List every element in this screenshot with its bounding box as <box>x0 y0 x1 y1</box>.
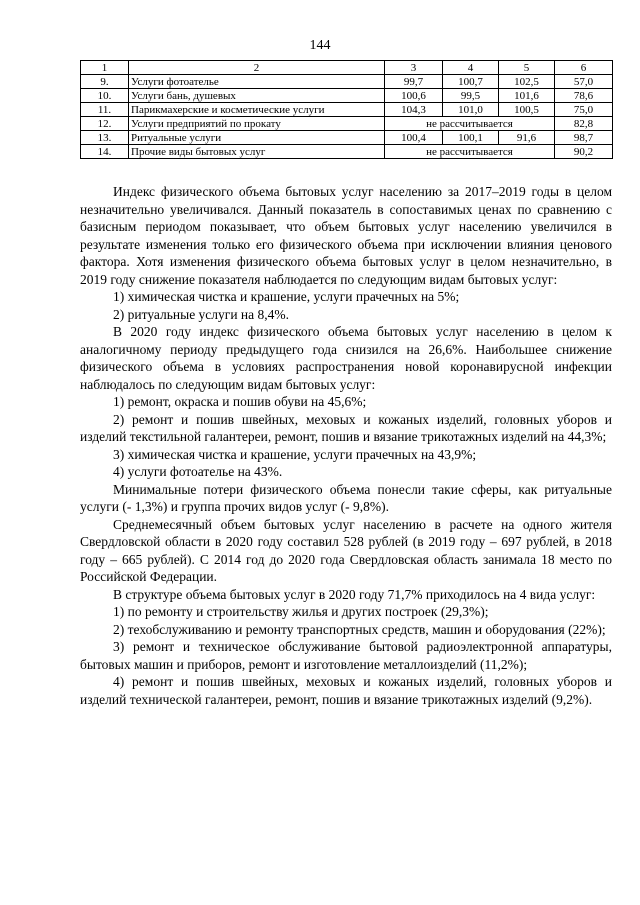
paragraph: Среднемесячный объем бытовых услуг населению в расчете на одного жителя Свердловской области в 2020 году составил 528 рублей (в 2019 году – 697 рублей, в 2018 году – 665 рублей). С 2014 год до 2020 года Свердловская область занимала 18 место по Российской Федерации. <box>80 516 612 584</box>
table-row <box>81 145 613 159</box>
paragraph: Индекс физического объема бытовых услуг населению за 2017–2019 годы в целом незначительно увеличивался. Данный показатель в сопоставимых ценах по сравнению с базисным периодом показывает, что объем бытовых услуг населению увеличился в результате изменения только его физического объема при исключении влияния ценового фактора. Хотя изменения физического объема бытовых услуг в целом незначительно, в 2019 году снижение показателя наблюдается по следующим видам бытовых услуг: <box>80 184 612 287</box>
body-text <box>80 183 612 708</box>
value-col3: 104,3 <box>385 103 443 117</box>
value-col3: 100,4 <box>385 131 443 145</box>
value-col5: 100,5 <box>499 103 555 117</box>
row-number: 11. <box>81 103 129 117</box>
value-col5: 91,6 <box>499 131 555 145</box>
paragraph: 2) техобслуживанию и ремонту транспортных средств, машин и оборудования (22%); <box>113 621 606 637</box>
row-number: 9. <box>81 75 129 89</box>
value-col5: 101,6 <box>499 89 555 103</box>
page-number: 144 <box>309 38 331 53</box>
not-calculated-note: не рассчитывается <box>385 145 555 159</box>
value-col6: 78,6 <box>555 89 613 103</box>
paragraph: Минимальные потери физического объема понесли такие сферы, как ритуальные услуги (- 1,3%) и группа прочих видов услуг (- 9,8%). <box>80 481 612 514</box>
table-row <box>81 131 613 145</box>
service-name: Услуги фотоателье <box>129 75 385 89</box>
service-name: Парикмахерские и косметические услуги <box>129 103 385 117</box>
paragraph: 1) ремонт, окраска и пошив обуви на 45,6%; <box>113 394 367 409</box>
row-number: 14. <box>81 145 129 159</box>
value-col4: 101,0 <box>443 103 499 117</box>
paragraph: В структуре объема бытовых услуг в 2020 году 71,7% приходилось на 4 вида услуг: <box>113 586 596 602</box>
table-row <box>81 75 613 89</box>
value-col4: 100,7 <box>443 75 499 89</box>
table-row <box>81 117 613 131</box>
value-col6: 90,2 <box>555 145 613 159</box>
service-name: Ритуальные услуги <box>129 131 385 145</box>
value-col4: 99,5 <box>443 89 499 103</box>
header-cell: 4 <box>443 61 499 75</box>
table-row <box>81 103 613 117</box>
header-cell: 3 <box>385 61 443 75</box>
paragraph: 1) химическая чистка и крашение, услуги прачечных на 5%; <box>113 289 460 304</box>
value-col6: 98,7 <box>555 131 613 145</box>
paragraph: 3) ремонт и техническое обслуживание бытовой радиоэлектронной аппаратуры, бытовых машин и приборов, ремонт и изготовление металлоизделий (11,2%); <box>80 639 612 672</box>
value-col6: 57,0 <box>555 75 613 89</box>
paragraph: 1) по ремонту и строительству жилья и других построек (29,3%); <box>113 604 489 619</box>
row-number: 12. <box>81 117 129 131</box>
value-col4: 100,1 <box>443 131 499 145</box>
paragraph: В 2020 году индекс физического объема бытовых услуг населению в целом к аналогичному периоду предыдущего года снизился на 26,6%. Наибольшее снижение физического объема в условиях распространения новой коронавирусной инфекции наблюдалось по следующим видам бытовых услуг: <box>80 324 612 392</box>
service-name: Услуги предприятий по прокату <box>129 117 385 131</box>
table-row <box>81 89 613 103</box>
value-col3: 99,7 <box>385 75 443 89</box>
value-col5: 102,5 <box>499 75 555 89</box>
paragraph: 4) ремонт и пошив швейных, меховых и кожаных изделий, головных уборов и изделий технической галантереи, ремонт, пошив и вязание трикотажных изделий (9,2%). <box>80 674 612 707</box>
services-index-table <box>80 60 613 159</box>
value-col6: 75,0 <box>555 103 613 117</box>
row-number: 10. <box>81 89 129 103</box>
header-cell: 5 <box>499 61 555 75</box>
table-header-row <box>81 61 613 75</box>
header-cell: 2 <box>129 61 385 75</box>
row-number: 13. <box>81 131 129 145</box>
value-col3: 100,6 <box>385 89 443 103</box>
value-col6: 82,8 <box>555 117 613 131</box>
paragraph: 4) услуги фотоателье на 43%. <box>113 464 283 479</box>
paragraph: 2) ритуальные услуги на 8,4%. <box>113 306 290 322</box>
not-calculated-note: не рассчитывается <box>385 117 555 131</box>
paragraph: 2) ремонт и пошив швейных, меховых и кожаных изделий, головных уборов и изделий текстильной галантереи, ремонт, пошив и вязание трикотажных изделий на 44,3%; <box>80 411 612 444</box>
paragraph: 3) химическая чистка и крашение, услуги прачечных на 43,9%; <box>113 446 477 462</box>
header-cell: 6 <box>555 61 613 75</box>
header-cell: 1 <box>81 61 129 75</box>
service-name: Услуги бань, душевых <box>129 89 385 103</box>
service-name: Прочие виды бытовых услуг <box>129 145 385 159</box>
